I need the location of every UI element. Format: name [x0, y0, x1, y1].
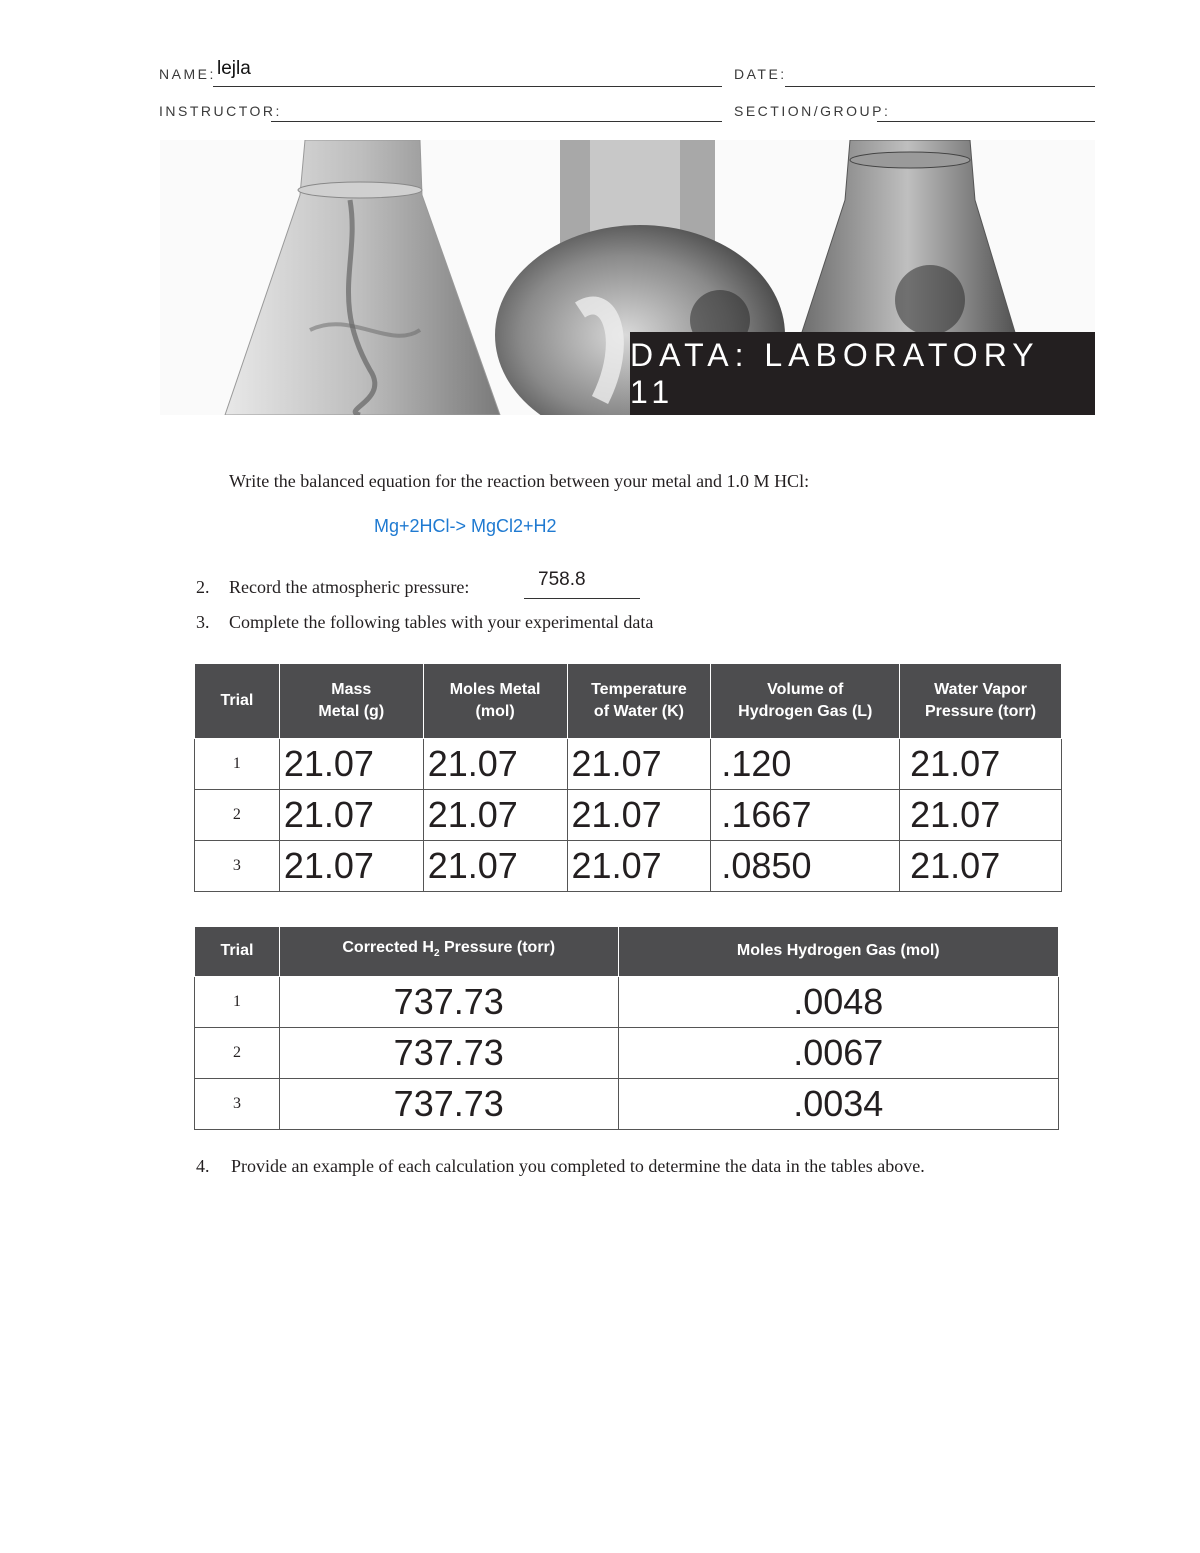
t1-header-mass: Mass Metal (g): [279, 664, 423, 738]
atmospheric-pressure-field[interactable]: 758.8: [524, 569, 640, 599]
table-row: [195, 789, 1062, 840]
t1-r1-volume[interactable]: .120: [711, 738, 900, 789]
t1-header-vapor-pressure: Water Vapor Pressure (torr): [900, 664, 1062, 738]
section-label: SECTION/GROUP:: [734, 103, 891, 119]
question-2-text: Record the atmospheric pressure:: [229, 577, 470, 597]
t1-r1-trial: 1: [195, 738, 280, 789]
t2-r1-trial: 1: [195, 976, 280, 1027]
date-label: DATE:: [734, 66, 787, 82]
t2-header-corrected-pressure-sub: 2: [433, 948, 440, 960]
t2-r2-moles[interactable]: .0067: [618, 1027, 1058, 1078]
t1-r3-mass[interactable]: 21.07: [279, 840, 423, 891]
question-3-text: Complete the following tables with your experimental data: [229, 612, 654, 632]
table-row: [195, 1027, 1059, 1078]
t1-r2-trial: 2: [195, 789, 280, 840]
hydrogen-gas-table: [194, 927, 1059, 1130]
t1-header-volume: Volume of Hydrogen Gas (L): [711, 664, 900, 738]
t1-r1-moles[interactable]: 21.07: [423, 738, 567, 789]
t1-r2-temp[interactable]: 21.07: [567, 789, 711, 840]
t1-r1-vapor[interactable]: 21.07: [900, 738, 1062, 789]
t2-r3-moles[interactable]: .0034: [618, 1078, 1058, 1129]
table-row: [195, 976, 1059, 1027]
name-field-line[interactable]: [213, 86, 722, 87]
name-label: NAME:: [159, 66, 216, 82]
t1-r2-volume[interactable]: .1667: [711, 789, 900, 840]
question-1-answer[interactable]: Mg+2HCl-> MgCl2+H2: [374, 516, 557, 536]
lab-title-box: [630, 332, 1095, 415]
t1-r2-mass[interactable]: 21.07: [279, 789, 423, 840]
experimental-data-table: [194, 664, 1062, 892]
lab-title: DATA: LABORATORY 11: [630, 336, 1039, 410]
t2-r1-pressure[interactable]: 737.73: [279, 976, 618, 1027]
table-row: [195, 840, 1062, 891]
t1-r3-volume[interactable]: .0850: [711, 840, 900, 891]
t2-r1-moles[interactable]: .0048: [618, 976, 1058, 1027]
name-value: lejla: [217, 58, 251, 79]
table-row: [195, 1078, 1059, 1129]
t2-r3-pressure[interactable]: 737.73: [279, 1078, 618, 1129]
t1-r3-temp[interactable]: 21.07: [567, 840, 711, 891]
table-row: [195, 738, 1062, 789]
question-4-number: 4.: [196, 1156, 210, 1176]
t2-header-corrected-pressure-a: Corrected H: [342, 939, 434, 957]
t1-r2-moles[interactable]: 21.07: [423, 789, 567, 840]
t2-r3-trial: 3: [195, 1078, 280, 1129]
question-4-text: Provide an example of each calculation you completed to determine the data in the tables above.: [231, 1156, 925, 1176]
date-field-line[interactable]: [785, 86, 1095, 87]
t1-r3-moles[interactable]: 21.07: [423, 840, 567, 891]
section-field-line[interactable]: [877, 121, 1095, 122]
question-3-number: 3.: [196, 612, 210, 632]
instructor-label: INSTRUCTOR:: [159, 103, 282, 119]
t2-header-corrected-pressure-b: Pressure (torr): [439, 939, 556, 957]
t2-header-trial: Trial: [195, 927, 280, 976]
question-1-text: Write the balanced equation for the reaction between your metal and 1.0 M HCl:: [229, 471, 810, 491]
t1-r1-temp[interactable]: 21.07: [567, 738, 711, 789]
instructor-field-line[interactable]: [271, 121, 722, 122]
t1-header-trial: Trial: [195, 664, 280, 738]
question-2-number: 2.: [196, 577, 210, 597]
t1-r3-vapor[interactable]: 21.07: [900, 840, 1062, 891]
t1-header-temperature: Temperature of Water (K): [567, 664, 711, 738]
t2-header-moles-hydrogen: Moles Hydrogen Gas (mol): [618, 927, 1058, 976]
t2-r2-trial: 2: [195, 1027, 280, 1078]
t2-r2-pressure[interactable]: 737.73: [279, 1027, 618, 1078]
t1-header-moles-metal: Moles Metal (mol): [423, 664, 567, 738]
t2-header-corrected-pressure: [279, 927, 618, 976]
t1-r1-mass[interactable]: 21.07: [279, 738, 423, 789]
question-4-answer-area[interactable]: [194, 1190, 1059, 1510]
t1-r3-trial: 3: [195, 840, 280, 891]
t1-r2-vapor[interactable]: 21.07: [900, 789, 1062, 840]
